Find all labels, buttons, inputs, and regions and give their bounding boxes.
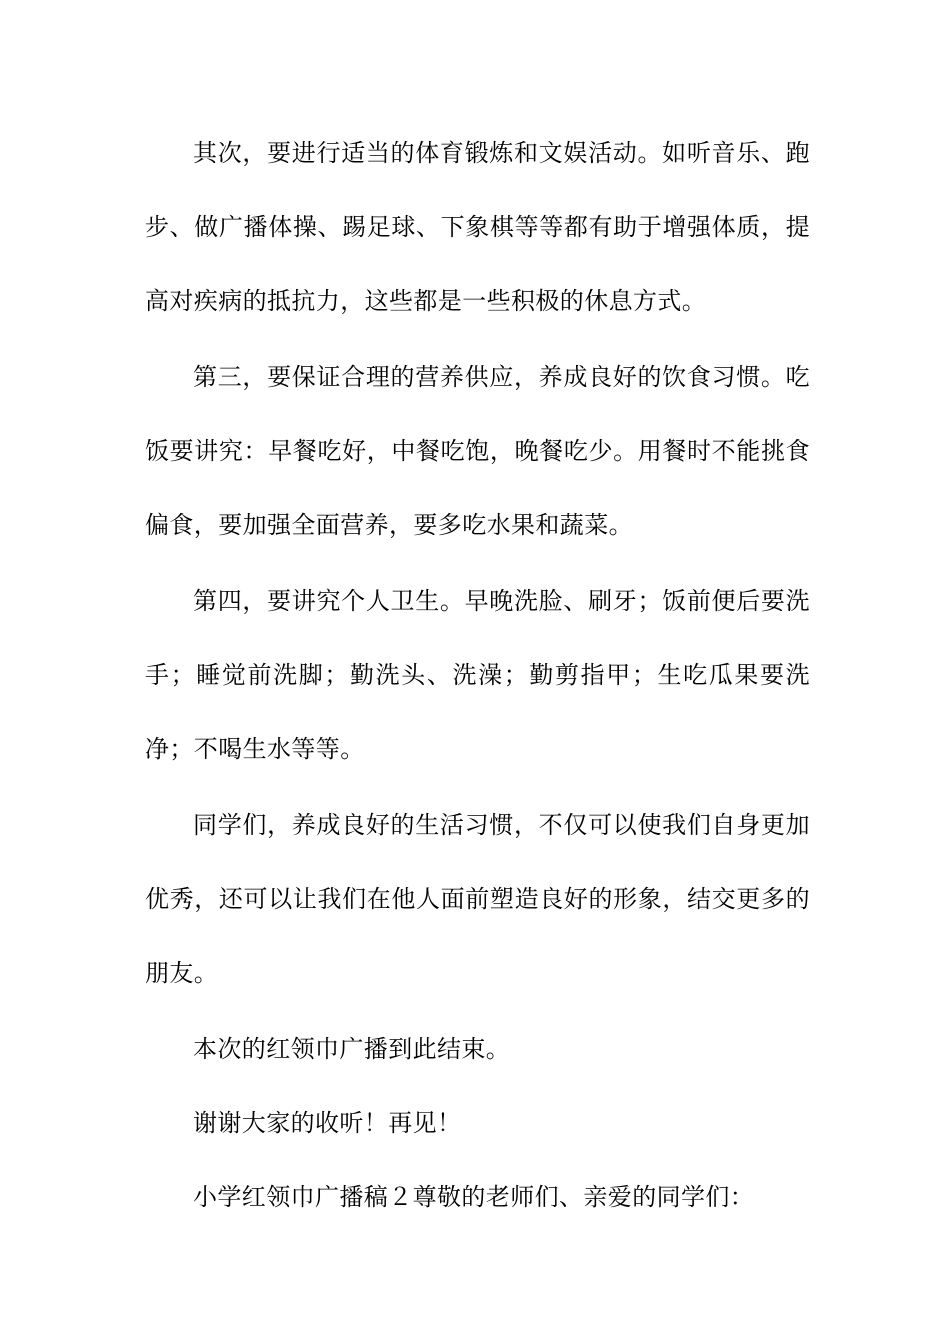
paragraph-summary: 同学们，养成良好的生活习惯，不仅可以使我们自身更加优秀，还可以让我们在他人面前塑造良好的形象，结交更多的朋友。 xyxy=(145,811,810,987)
paragraph-hygiene: 第四，要讲究个人卫生。早晚洗脸、刷牙；饭前便后要洗手；睡觉前洗脚；勤洗头、洗澡；勤剪指甲；生吃瓜果要洗净；不喝生水等等。 xyxy=(145,587,810,763)
paragraph-next-script-title: 小学红领巾广播稿２尊敬的老师们、亲爱的同学们： xyxy=(193,1183,755,1211)
paragraph-nutrition: 第三，要保证合理的营养供应，养成良好的饮食习惯。吃饭要讲究：早餐吃好，中餐吃饱，晚餐吃少。用餐时不能挑食偏食，要加强全面营养，要多吃水果和蔬菜。 xyxy=(145,363,810,539)
paragraph-thanks: 谢谢大家的收听！再见！ xyxy=(193,1109,462,1137)
paragraph-exercise: 其次，要进行适当的体育锻炼和文娱活动。如听音乐、跑步、做广播体操、踢足球、下象棋等等都有助于增强体质，提高对疾病的抵抗力，这些都是一些积极的休息方式。 xyxy=(145,139,810,315)
paragraph-closing: 本次的红领巾广播到此结束。 xyxy=(193,1035,511,1063)
